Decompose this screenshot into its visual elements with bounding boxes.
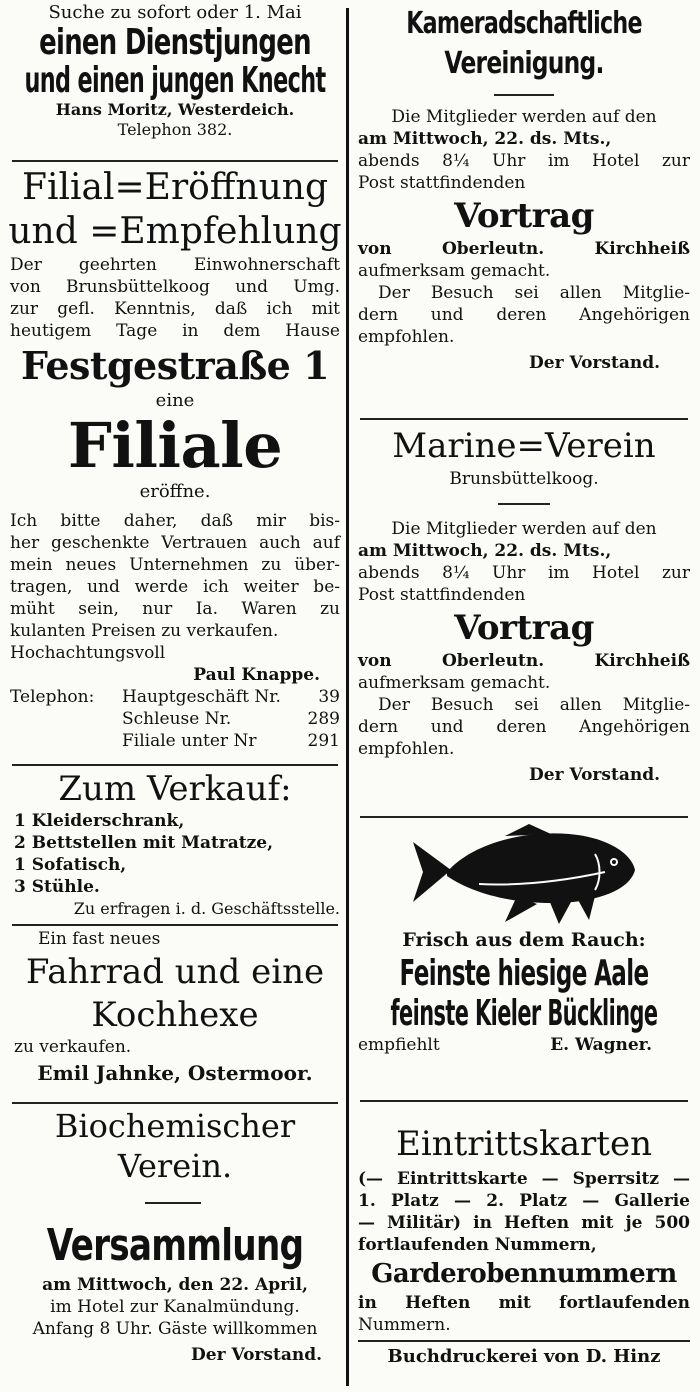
sale-item-name: Stühle. — [31, 877, 100, 897]
ad-text: Der Besuch sei allen Mitglie- — [378, 283, 690, 303]
sale-item-name: Sofatisch, — [31, 855, 127, 875]
ad-headline: Garderobennummern — [371, 1259, 677, 1289]
filiale-headline: Filiale — [67, 409, 283, 482]
sale-item-name: Bettstellen mit Matratze, — [31, 833, 274, 853]
ad-raeucherei — [356, 824, 692, 1056]
ad-text: Hochachtungsvoll — [10, 643, 166, 663]
ad-text: Frisch aus dem Rauch: — [402, 929, 646, 951]
ad-headline: und einen jungen Knecht — [24, 60, 326, 101]
sale-item — [14, 810, 342, 832]
ad-text: kulanten Preisen zu verkaufen. — [10, 621, 279, 641]
separator — [12, 764, 338, 766]
speaker: von Oberleutn. Kirchheiß — [358, 651, 690, 671]
ad-text: aufmerksam gemacht. — [358, 261, 551, 281]
ad-text: am Mittwoch, 22. ds. Mts., — [358, 541, 612, 561]
ad-body — [356, 1292, 692, 1336]
ad-title: und =Empfehlung — [8, 211, 342, 252]
ad-text: Brunsbüttelkoog. — [449, 469, 599, 489]
ad-text: tragen, und werde ich weiter be- — [10, 577, 340, 597]
signature: Der Vorstand. — [529, 765, 660, 785]
ad-headline: Fahrrad und eine — [25, 952, 325, 992]
phone-number: Telephon 382. — [117, 120, 233, 139]
ad-text: empfiehlt — [358, 1035, 440, 1055]
sale-item — [14, 876, 342, 898]
ad-text: am Mittwoch, 22. ds. Mts., — [358, 129, 612, 149]
ad-text: Der geehrten Einwohnerschaft — [10, 255, 340, 275]
ad-title: Verein. — [117, 1147, 233, 1185]
ad-text: im Hotel zur Kanalmündung. — [50, 1297, 300, 1317]
right-column — [356, 0, 692, 1392]
separator — [360, 418, 688, 420]
ad-text: Ich bitte daher, daß mir bis- — [10, 511, 340, 531]
phone-row — [122, 686, 340, 708]
signature: Der Vorstand. — [529, 353, 660, 373]
advertiser-name: Hans Moritz, Westerdeich. — [55, 100, 295, 119]
short-rule-wrap — [356, 490, 692, 518]
ad-text: müht sein, nur Ia. Waren zu — [10, 599, 340, 619]
ad-text: zu verkaufen. — [14, 1037, 132, 1057]
ad-text: eine — [155, 390, 195, 411]
ad-title: Kameradschaftliche — [406, 6, 642, 41]
ad-text: eröffne. — [139, 481, 211, 502]
signature: Der Vorstand. — [191, 1345, 322, 1365]
ad-headline: feinste Kieler Bücklinge — [390, 993, 658, 1034]
left-column — [8, 0, 342, 1392]
ad-text: her geschenkte Vertrauen auch auf — [10, 533, 340, 553]
ad-biochemischer-verein — [8, 1106, 342, 1366]
ad-text: dern und deren Angehörigen — [358, 305, 690, 325]
short-rule — [145, 1202, 201, 1204]
fish-icon — [356, 824, 692, 926]
phone-rows — [122, 686, 340, 752]
ad-text: Zu erfragen i. d. Geschäftsstelle. — [73, 899, 340, 918]
column-divider — [346, 8, 349, 1386]
ad-zum-verkauf — [8, 768, 342, 920]
ad-headline: Kochhexe — [91, 995, 259, 1035]
ad-text: Ein fast neues — [38, 929, 161, 949]
ad-body — [8, 254, 342, 342]
signature: Paul Knappe. — [193, 665, 320, 685]
ad-text: Post stattfindenden — [358, 585, 526, 605]
street-address: Festgestraße 1 — [20, 343, 330, 388]
ad-text: empfohlen. — [358, 327, 455, 347]
ad-body — [356, 518, 692, 606]
ad-text: heutigem Tage in dem Hause — [10, 321, 340, 341]
ad-headline: Feinste hiesige Aale — [399, 953, 649, 994]
ad-marine-verein — [356, 424, 692, 786]
ad-title: Marine=Verein — [392, 426, 656, 466]
ad-title: Eintrittskarten — [396, 1124, 652, 1164]
sale-item-name: Kleiderschrank, — [31, 811, 185, 831]
separator — [360, 816, 688, 818]
ad-kameradschaftliche-vereinigung — [356, 4, 692, 374]
sale-item — [14, 832, 342, 854]
ad-text: Die Mitglieder werden auf den — [391, 107, 657, 127]
ad-text: Anfang 8 Uhr. Gäste willkommen — [32, 1319, 318, 1339]
separator — [12, 924, 338, 926]
sale-item — [14, 854, 342, 876]
phone-row — [122, 708, 340, 730]
ad-body — [356, 650, 692, 786]
separator — [12, 1102, 338, 1104]
ad-text: abends 8¼ Uhr im Hotel zur — [358, 151, 690, 171]
separator — [358, 1340, 690, 1342]
ad-body — [356, 106, 692, 194]
ad-headline: Vortrag — [454, 196, 594, 236]
ad-title: Vereinigung. — [444, 46, 604, 81]
ad-headline: Vortrag — [454, 608, 594, 648]
phone-row-label: Hauptgeschäft Nr. — [122, 687, 281, 707]
phone-row-label: Schleuse Nr. — [122, 709, 232, 729]
ad-text: Die Mitglieder werden auf den — [391, 519, 657, 539]
ad-text: in Heften mit fortlaufenden — [358, 1293, 690, 1313]
ad-text: abends 8¼ Uhr im Hotel zur — [358, 563, 690, 583]
speaker: von Oberleutn. Kirchheiß — [358, 239, 690, 259]
ad-text: Post stattfindenden — [358, 173, 526, 193]
ad-body — [8, 510, 342, 686]
phone-list — [8, 686, 342, 752]
sale-qty: 2 — [14, 833, 26, 853]
ad-headline: Versammlung — [46, 1220, 304, 1271]
phone-label: Telephon: — [10, 687, 95, 707]
ad-footer — [356, 1034, 692, 1056]
ad-text: von Brunsbüttelkoog und Umg. — [10, 277, 340, 297]
ad-text: dern und deren Angehörigen — [358, 717, 690, 737]
ad-text: Suche zu sofort oder 1. Mai — [48, 2, 302, 23]
sale-qty: 3 — [14, 877, 26, 897]
ad-text: 1. Platz — 2. Platz — Gallerie — [358, 1191, 690, 1211]
phone-row-label: Filiale unter Nr — [122, 731, 257, 751]
ad-title: Filial=Eröffnung — [22, 167, 328, 208]
separator — [12, 160, 338, 162]
ad-text: mein neues Unternehmen zu über- — [10, 555, 340, 575]
ad-body — [356, 1168, 692, 1256]
short-rule — [494, 94, 554, 96]
ad-fahrrad — [8, 928, 342, 1088]
advertiser-name: E. Wagner. — [550, 1035, 652, 1055]
short-rule-wrap — [8, 1186, 342, 1218]
ad-text: (— Eintrittskarte — Sperrsitz — — [358, 1169, 690, 1189]
phone-row-number: 289 — [307, 709, 340, 729]
ad-text: zur gefl. Kenntnis, daß ich mit — [10, 299, 340, 319]
ad-text: fortlaufenden Nummern, — [358, 1235, 597, 1255]
short-rule-wrap — [356, 84, 692, 106]
ad-text: — Militär) in Heften mit je 500 — [358, 1213, 690, 1233]
separator — [360, 1100, 688, 1102]
phone-row-number: 39 — [318, 687, 340, 707]
advertiser-name: Emil Jahnke, Ostermoor. — [37, 1061, 313, 1085]
sale-qty: 1 — [14, 811, 26, 831]
signature: Buchdruckerei von D. Hinz — [387, 1346, 661, 1367]
ad-text: empfohlen. — [358, 739, 455, 759]
phone-row — [122, 730, 340, 752]
ad-title: Biochemischer — [54, 1107, 296, 1145]
short-rule — [498, 503, 550, 505]
ad-dienstjunge — [8, 2, 342, 140]
ad-body — [356, 238, 692, 374]
ad-eintrittskarten — [356, 1120, 692, 1368]
ad-text: Der Besuch sei allen Mitglie- — [378, 695, 690, 715]
sale-list — [8, 810, 342, 898]
ad-title: Zum Verkauf: — [58, 769, 292, 809]
ad-filiale — [8, 166, 342, 752]
phone-row-number: 291 — [307, 731, 340, 751]
ad-headline: einen Dienstjungen — [39, 22, 311, 63]
ad-text: aufmerksam gemacht. — [358, 673, 551, 693]
ad-text: am Mittwoch, den 22. April, — [42, 1275, 308, 1295]
ad-text: Nummern. — [358, 1315, 451, 1335]
sale-qty: 1 — [14, 855, 26, 875]
